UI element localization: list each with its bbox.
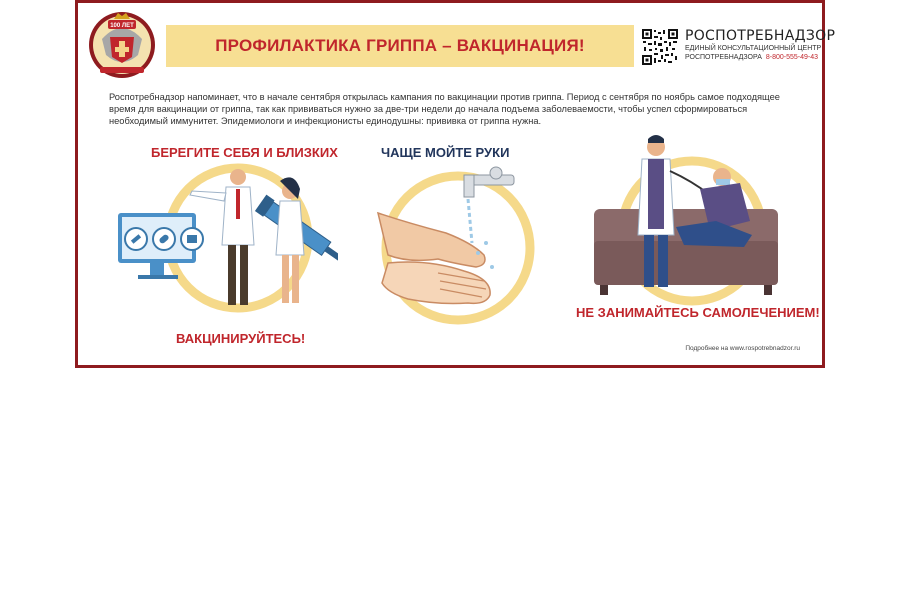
panel-1-heading: БЕРЕГИТЕ СЕБЯ И БЛИЗКИХ: [151, 145, 338, 160]
panel-1-footer-heading: ВАКЦИНИРУЙТЕСЬ!: [176, 331, 306, 346]
hotline-phone[interactable]: 8-800-555-49-43: [765, 54, 819, 61]
panel-3-heading: НЕ ЗАНИМАЙТЕСЬ САМОЛЕЧЕНИЕМ!: [576, 305, 820, 320]
rospotrebnadzor-emblem-icon: [88, 9, 156, 81]
title-banner: [166, 25, 634, 67]
intro-paragraph: Роспотребнадзор напоминает, что в начале сентября открылась кампания по вакцинации против гриппа. Период с сентября по ноябрь самое подходящее время для вакцинации от гриппа, так как прививаться нужно за две-три недели до начала подъема заболеваемости, чтобы успел сформироваться необходимый иммунитет. Эпидемиологи и инфекционисты единодушны: прививка от гриппа нужна.: [109, 92, 780, 126]
poster: [75, 0, 836, 368]
panel-2-heading: ЧАЩЕ МОЙТЕ РУКИ: [381, 145, 510, 160]
emblem-text: 100 ЛЕТ: [110, 23, 134, 29]
org-line-1: ЕДИНЫЙ КОНСУЛЬТАЦИОННЫЙ ЦЕНТР: [685, 45, 822, 52]
org-line-2-row: [685, 53, 835, 62]
poster-title: ПРОФИЛАКТИКА ГРИППА – ВАКЦИНАЦИЯ!: [215, 36, 585, 55]
vaccination-illustration: [108, 163, 338, 333]
org-name: РОСПОТРЕБНАДЗОР: [685, 28, 836, 44]
qr-code-icon[interactable]: [642, 29, 678, 65]
self-treatment-illustration: [592, 131, 792, 306]
handwashing-illustration: [368, 163, 548, 338]
org-contact-block: [685, 28, 835, 62]
org-line-2: РОСПОТРЕБНАДЗОРА: [685, 54, 762, 61]
footer-link[interactable]: Подробнее на www.rospotrebnadzor.ru: [685, 345, 800, 352]
